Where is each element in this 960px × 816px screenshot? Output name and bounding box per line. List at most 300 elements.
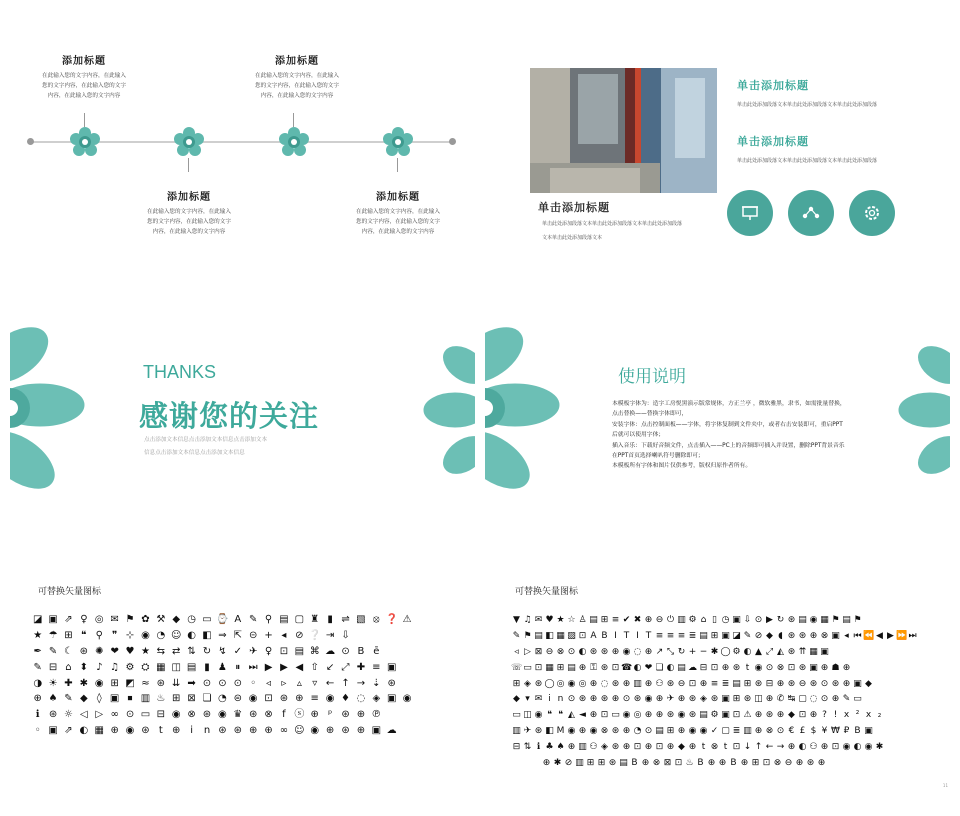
glyph-icon: ⇅ [187, 645, 196, 657]
glyph-icon: ! [833, 710, 838, 721]
glyph-icon: ⚇ [589, 742, 598, 753]
glyph-icon: ◦ [34, 725, 41, 737]
glyph-icon: ◉ [699, 726, 708, 737]
glyph-icon: ▭ [523, 662, 532, 673]
glyph-icon: ≡ [666, 630, 675, 641]
glyph-icon: ◃ [514, 646, 519, 657]
glyph-icon: ▨ [567, 630, 576, 641]
glyph-icon: ◌ [809, 694, 818, 705]
glyph-icon: ▹ [281, 677, 287, 689]
glyph-icon: ◌ [356, 693, 366, 705]
glyph-icon: ◭ [568, 710, 575, 721]
glyph-icon: ⊙ [765, 662, 774, 673]
icon-row [511, 676, 918, 692]
glyph-icon: ⤢ [341, 661, 350, 673]
glyph-icon: ❝ [81, 629, 87, 641]
glyph-icon: ⊞ [597, 758, 606, 769]
glyph-icon: ◪ [732, 630, 741, 641]
glyph-icon: ◉ [218, 709, 227, 721]
glyph-icon: ⊛ [732, 662, 741, 673]
glyph-icon: ⊙ [202, 677, 212, 689]
glyph-icon: ⊛ [611, 726, 620, 737]
glyph-icon: ⊕ [666, 742, 675, 753]
glyph-icon: ⊙ [567, 694, 576, 705]
feature-slide [485, 0, 960, 270]
glyph-icon: ◊ [96, 693, 102, 705]
timeline-end-dot [449, 138, 456, 145]
glyph-icon: t [701, 742, 706, 753]
glyph-icon: ▣ [371, 725, 382, 737]
glyph-icon: ⊛ [79, 645, 89, 657]
glyph-icon: ❤ [110, 645, 119, 657]
glyph-icon: ◌ [633, 646, 642, 657]
glyph-icon: ⊠ [534, 646, 543, 657]
glyph-icon: ⊙ [233, 677, 242, 689]
glyph-icon: ✎ [743, 630, 752, 641]
glyph-icon: ⊖ [798, 678, 807, 689]
glyph-icon: ⊛ [534, 726, 543, 737]
glyph-icon: ⚑ [523, 630, 532, 641]
glyph-icon: ⇈ [798, 646, 807, 657]
glyph-icon: ⊞ [751, 758, 760, 769]
glyph-icon: ⊛ [248, 709, 258, 721]
glyph-icon: B [697, 758, 704, 769]
glyph-icon: ◉ [171, 709, 181, 721]
glyph-icon: ▭ [611, 710, 620, 721]
share-icon [801, 203, 821, 223]
glyph-icon: ⊛ [48, 709, 58, 721]
glyph-icon: ⊛ [633, 694, 642, 705]
glyph-icon: ⊘ [295, 629, 304, 641]
glyph-icon: ⊛ [608, 758, 617, 769]
glyph-icon: ⊟ [512, 742, 521, 753]
timeline-tick [84, 113, 85, 127]
glyph-icon: ⊛ [600, 662, 609, 673]
glyph-icon: ▣ [721, 710, 730, 721]
glyph-icon: ▥ [512, 726, 521, 737]
glyph-icon: ⇗ [64, 614, 73, 625]
glyph-icon: ⊕ [172, 725, 181, 737]
gear-icon [862, 203, 882, 223]
glyph-icon: ⊙ [567, 646, 576, 657]
glyph-icon: ◆ [678, 742, 685, 753]
glyph-icon: ⊕ [655, 694, 664, 705]
glyph-icon: ↑ [754, 742, 763, 753]
timeline-item [24, 52, 144, 101]
glyph-icon: ◄ [579, 710, 586, 721]
glyph-icon: ✱ [875, 742, 884, 753]
glyph-icon: ◀ [295, 661, 304, 673]
glyph-icon: ▤ [534, 630, 543, 641]
glyph-icon: ◉ [864, 742, 873, 753]
glyph-icon: ⊡ [600, 710, 609, 721]
glyph-icon: ⊛ [279, 693, 289, 705]
glyph-icon: ❝ [547, 710, 552, 721]
glyph-icon: ▶ [264, 661, 273, 673]
glyph-icon: ⊕ [248, 725, 258, 737]
glyph-icon: ⊡ [798, 710, 807, 721]
glyph-icon: ▤ [732, 678, 741, 689]
glyph-icon: i [190, 725, 193, 737]
glyph-icon: ▷ [524, 646, 531, 657]
glyph-icon: ↓ [743, 742, 752, 753]
glyph-icon: ✱ [79, 677, 89, 689]
glyph-icon: ♥ [545, 615, 554, 625]
glyph-icon: I [614, 630, 617, 641]
glyph-icon: ◦ [250, 677, 257, 689]
glyph-icon: ⇊ [172, 677, 181, 689]
large-flower-right [895, 340, 950, 480]
glyph-icon: B [631, 758, 638, 769]
glyph-icon: ✉ [534, 694, 543, 705]
glyph-icon: ↑ [341, 677, 350, 689]
glyph-icon: ✱ [710, 646, 719, 657]
icons-title: 可替换矢量图标 [515, 587, 579, 597]
glyph-icon: ▶ [766, 615, 773, 625]
glyph-icon: ⊕ [842, 662, 851, 673]
glyph-icon: ◆ [865, 678, 872, 689]
glyph-icon: ◉ [567, 726, 576, 737]
glyph-icon: ⊙ [754, 615, 763, 625]
timeline-item [237, 52, 357, 101]
glyph-icon: ⊕ [817, 758, 826, 769]
timeline-item-title: 添加标题 [275, 56, 319, 67]
glyph-icon: ◉ [310, 725, 320, 737]
glyph-icon: ▣ [721, 694, 730, 705]
thanks-label: THANKS [143, 362, 217, 382]
large-flower-left [10, 310, 85, 510]
glyph-icon: ⊕ [688, 742, 697, 753]
glyph-icon: ⊡ [578, 630, 587, 641]
glyph-icon: ⊙ [622, 694, 631, 705]
glyph-icon: ⊛ [688, 710, 697, 721]
glyph-icon: ◀ [876, 630, 883, 641]
glyph-icon: ⊡ [688, 678, 697, 689]
glyph-icon: ◐ [798, 742, 807, 753]
glyph-icon: ⇅ [523, 742, 532, 753]
glyph-icon: ▤ [279, 614, 289, 625]
glyph-icon: ⊛ [156, 677, 166, 689]
glyph-icon: ◫ [523, 710, 532, 721]
icon-row [30, 628, 415, 644]
glyph-icon: ⚇ [655, 678, 664, 689]
glyph-icon: ◉ [754, 662, 763, 673]
glyph-icon: ↗ [655, 646, 664, 657]
glyph-icon: ◐ [853, 742, 862, 753]
icon-row [511, 723, 918, 739]
glyph-icon: ⊙ [218, 677, 227, 689]
glyph-icon: T [645, 630, 652, 641]
glyph-icon: ◌ [600, 678, 609, 689]
glyph-icon: ◉ [622, 646, 631, 657]
glyph-icon: ⊟ [156, 709, 166, 721]
glyph-icon: ▣ [831, 630, 840, 641]
glyph-icon: ★ [556, 615, 565, 625]
glyph-icon: ◔ [633, 726, 642, 737]
glyph-icon: ⊡ [831, 742, 840, 753]
glyph-icon: ⚠ [402, 614, 412, 625]
glyph-icon: ♀ [80, 614, 88, 625]
glyph-icon: ▦ [820, 615, 829, 625]
thanks-title: 感谢您的关注 [139, 399, 320, 433]
glyph-icon: ◉ [589, 726, 598, 737]
glyph-icon: i [548, 694, 551, 705]
glyph-icon: ⊡ [787, 662, 796, 673]
glyph-icon: ⌂ [65, 661, 72, 673]
glyph-icon: ⊕ [264, 725, 273, 737]
glyph-icon: ⊠ [187, 693, 196, 705]
glyph-icon: ← [765, 742, 774, 753]
glyph-icon: ⊕ [589, 710, 598, 721]
glyph-icon: ◎ [94, 614, 104, 625]
glyph-icon: ↹ [787, 694, 796, 705]
large-flower-right [420, 340, 475, 480]
glyph-icon: ✆ [776, 694, 785, 705]
feature-block-text: 单击此处添加段落文本单击此处添加段落文本单击此处添加段落 [737, 102, 878, 108]
glyph-icon: ▮ [327, 614, 333, 625]
glyph-icon: ℹ [35, 709, 40, 721]
glyph-icon: ⚙ [732, 646, 741, 657]
timeline-item-text: 在此输入您的文字内容，在此输入 您的文字内容，在此输入您的文字 内容，在此输入您的文字内容 [42, 73, 126, 99]
feature-block-title: 单击添加标题 [737, 79, 809, 92]
glyph-icon: ⚑ [125, 614, 135, 625]
timeline-item-text: 在此输入您的文字内容，在此输入 您的文字内容，在此输入您的文字 内容，在此输入您的文字内容 [356, 209, 440, 235]
glyph-icon: ✖ [633, 615, 642, 625]
glyph-icon: ☼ [63, 709, 73, 721]
glyph-icon: ⊖ [545, 646, 554, 657]
glyph-icon: ⏪ [863, 630, 875, 641]
glyph-icon: T [623, 630, 630, 641]
glyph-icon: ◆ [766, 630, 773, 641]
glyph-icon: ≡ [372, 661, 381, 673]
glyph-icon: ☾ [63, 645, 73, 657]
glyph-icon: ≡ [710, 678, 719, 689]
glyph-icon: ⚙ [688, 615, 697, 625]
glyph-icon: ⊕ [567, 742, 576, 753]
glyph-icon: ◐ [666, 662, 675, 673]
glyph-icon: ⏹ [127, 693, 133, 705]
glyph-icon: ⊛ [743, 694, 752, 705]
glyph-icon: ² [855, 710, 860, 721]
glyph-icon: ▦ [809, 646, 818, 657]
glyph-icon: ⊡ [279, 645, 289, 657]
glyph-icon: ⚿ [590, 662, 597, 673]
thanks-subtitle: 点击添加文本信息点击添加文本信息点击添加文本 信息点击添加文本信息点击添加文本信息 [144, 437, 268, 456]
glyph-icon: ❓ [385, 614, 398, 625]
icon-row [30, 660, 415, 676]
glyph-icon: ᵖ [327, 709, 333, 721]
glyph-icon: ⦻ [372, 614, 380, 625]
glyph-icon: ⊕ [622, 678, 631, 689]
glyph-icon: ◃ [266, 677, 272, 689]
glyph-icon: I [636, 630, 639, 641]
timeline-start-dot [27, 138, 34, 145]
glyph-icon: ▤ [589, 615, 598, 625]
glyph-icon: ⊗ [556, 646, 565, 657]
timeline-tick [188, 158, 189, 172]
glyph-icon: ▣ [732, 615, 741, 625]
glyph-icon: ⚒ [156, 614, 166, 625]
window-photo [530, 68, 717, 193]
glyph-icon: ⌚ [216, 614, 229, 625]
glyph-icon: t [158, 725, 163, 737]
glyph-icon: A [590, 630, 597, 641]
glyph-icon: ▮ [204, 661, 210, 673]
glyph-icon: ◈ [700, 694, 707, 705]
glyph-icon: ⊛ [798, 662, 807, 673]
glyph-icon: ★ [140, 645, 150, 657]
glyph-icon: ⊕ [110, 725, 119, 737]
glyph-icon: x [843, 710, 850, 721]
glyph-icon: € [788, 726, 795, 737]
glyph-icon: ⊗ [652, 758, 661, 769]
glyph-icon: ⓢ [294, 709, 305, 721]
glyph-icon: ◐ [578, 646, 587, 657]
glyph-icon: ⊕ [699, 678, 708, 689]
glyph-icon: ♠ [48, 693, 58, 705]
glyph-icon: f [282, 709, 286, 721]
glyph-icon: ⇩ [341, 629, 350, 641]
icon-row [511, 707, 918, 723]
glyph-icon: ✎ [64, 693, 73, 705]
glyph-icon: ⊗ [264, 709, 273, 721]
glyph-icon: ◖ [778, 630, 783, 641]
glyph-icon: → [776, 742, 785, 753]
glyph-icon: ⛭ [141, 661, 150, 673]
glyph-icon: → [356, 677, 366, 689]
glyph-icon: ☂ [48, 629, 58, 641]
glyph-icon: ▤ [699, 630, 708, 641]
glyph-icon: ⊗ [765, 726, 774, 737]
glyph-icon: ❝ [558, 710, 563, 721]
glyph-icon: ☁ [325, 645, 336, 657]
glyph-icon: ◉ [677, 710, 686, 721]
glyph-icon: B [730, 758, 737, 769]
glyph-icon: ⊕ [754, 726, 763, 737]
glyph-icon: ◐ [633, 662, 642, 673]
glyph-icon: B [601, 630, 608, 641]
glyph-icon: ▾ [525, 694, 530, 705]
glyph-icon: ⊙ [776, 726, 785, 737]
glyph-icon: ⊘ [754, 630, 763, 641]
glyph-icon: ✎ [248, 614, 258, 625]
glyph-icon: ⇌ [341, 614, 350, 625]
glyph-icon: ✓ [233, 645, 242, 657]
glyph-icon: ♦ [341, 693, 350, 705]
glyph-icon: t [723, 742, 728, 753]
glyph-icon: ◂ [281, 629, 287, 641]
glyph-icon: ◐ [187, 629, 196, 641]
glyph-icon: ▦ [545, 662, 554, 673]
settings-button[interactable] [849, 190, 895, 236]
icons-slide-right [485, 560, 960, 816]
glyph-icon: ⊞ [586, 758, 595, 769]
glyph-icon: ⊙ [820, 694, 829, 705]
glyph-icon: ▲ [755, 646, 762, 657]
glyph-icon: ⚲ [95, 629, 103, 641]
glyph-icon: ▼ [513, 615, 520, 625]
icon-row [511, 739, 918, 755]
glyph-icon: ◆ [788, 710, 795, 721]
glyph-icon: ⊗ [776, 662, 785, 673]
flower-icon [383, 127, 413, 157]
glyph-icon: ⊛ [589, 646, 598, 657]
timeline-item-text: 在此输入您的文字内容，在此输入 您的文字内容，在此输入您的文字 内容，在此输入您的文字内容 [255, 73, 339, 99]
glyph-icon: ▤ [655, 726, 664, 737]
glyph-icon: ⊛ [611, 678, 620, 689]
share-button[interactable] [788, 190, 834, 236]
glyph-icon: ⊛ [787, 646, 796, 657]
glyph-icon: ⊖ [655, 615, 664, 625]
glyph-icon: ⚑ [831, 615, 840, 625]
glyph-icon: ✱ [553, 758, 562, 769]
glyph-icon: ▥ [578, 742, 587, 753]
glyph-icon: ▥ [743, 726, 752, 737]
glyph-icon: ✚ [356, 661, 366, 673]
glyph-icon: B [854, 726, 861, 737]
glyph-icon: ⊹ [125, 629, 135, 641]
glyph-icon: ◉ [125, 725, 135, 737]
presentation-button[interactable] [727, 190, 773, 236]
glyph-icon: ⚠ [743, 710, 752, 721]
glyph-icon: ✉ [534, 615, 543, 625]
glyph-icon: ▭ [140, 709, 151, 721]
glyph-icon: ⊛ [787, 630, 796, 641]
glyph-icon: ⊛ [710, 694, 719, 705]
glyph-icon: ◁ [80, 709, 88, 721]
glyph-icon: ⊛ [666, 678, 675, 689]
glyph-icon: ⊕ [718, 758, 727, 769]
glyph-icon: ⊛ [787, 678, 796, 689]
glyph-icon: ⊕ [776, 710, 785, 721]
glyph-icon: ♙ [578, 615, 587, 625]
glyph-icon: ☺ [294, 725, 305, 737]
glyph-icon: ◯ [720, 646, 731, 657]
glyph-icon: ⊙ [820, 678, 829, 689]
glyph-icon: ⊛ [600, 694, 609, 705]
glyph-icon: ⚙ [710, 710, 719, 721]
glyph-icon: ⇆ [156, 645, 166, 657]
glyph-icon: ← [325, 677, 335, 689]
glyph-icon: ◧ [545, 630, 554, 641]
glyph-icon: ♫ [523, 615, 532, 625]
glyph-icon: ◆ [513, 694, 520, 705]
glyph-icon: ◔ [156, 629, 166, 641]
glyph-icon: ♣ [545, 742, 554, 753]
glyph-icon: ↻ [202, 645, 212, 657]
glyph-icon: ▣ [386, 693, 397, 705]
glyph-icon: ♫ [110, 661, 120, 673]
glyph-icon: ▣ [853, 678, 862, 689]
icon-row [30, 612, 415, 628]
glyph-icon: ⊗ [187, 709, 196, 721]
glyph-icon: ◉ [644, 694, 653, 705]
glyph-icon: ⊠ [663, 758, 672, 769]
glyph-icon: ⊛ [600, 646, 609, 657]
glyph-icon: ⊕ [622, 726, 631, 737]
glyph-icon: ⊙ [341, 645, 350, 657]
glyph-icon: ↻ [776, 615, 785, 625]
glyph-icon: ⊕ [589, 694, 598, 705]
glyph-icon: x [865, 710, 872, 721]
glyph-icon: ⊖ [677, 678, 686, 689]
glyph-icon: ▤ [294, 645, 305, 657]
glyph-icon: ♨ [685, 758, 694, 769]
glyph-icon: ▭ [512, 710, 521, 721]
icons-title: 可替换矢量图标 [38, 587, 102, 597]
glyph-icon: ◩ [125, 677, 135, 689]
glyph-icon: A [234, 614, 242, 625]
